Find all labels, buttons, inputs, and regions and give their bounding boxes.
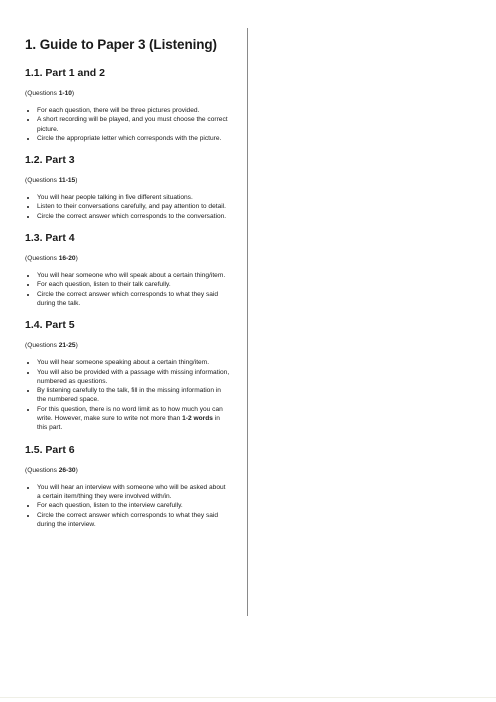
list-item: • Circle the correct answer which corresponds to the conversation.	[37, 212, 230, 221]
questions-reference: (Questions 21-25)	[25, 342, 78, 350]
section-part-6	[25, 443, 230, 529]
list-item: • For each question, listen to the interview carefully.	[37, 501, 230, 510]
section-heading: 1.3. Part 4	[25, 232, 75, 245]
list-item: • You will also be provided with a passage with missing information, numbered as questions.	[37, 368, 230, 387]
section-heading: 1.1. Part 1 and 2	[25, 67, 105, 79]
questions-reference: (Questions 16-20)	[25, 255, 78, 263]
section-part-5	[25, 318, 230, 432]
instruction-list	[25, 271, 230, 308]
list-item: • For each question, there will be three pictures provided.	[37, 106, 230, 115]
list-item: • You will hear someone who will speak about a certain thing/item.	[37, 271, 230, 280]
page-footer-line	[0, 697, 496, 698]
list-item: • Circle the appropriate letter which corresponds with the picture.	[37, 134, 230, 143]
list-item: • A short recording will be played, and you must choose the correct picture.	[37, 115, 230, 134]
list-item: • Listen to their conversations carefully, and pay attention to detail.	[37, 202, 230, 211]
list-item: • Circle the correct answer which corresponds to what they said during the talk.	[37, 290, 230, 309]
section-part-1-2	[25, 66, 230, 143]
instruction-list	[25, 193, 230, 221]
section-heading: 1.5. Part 6	[25, 443, 75, 456]
section-heading: 1.4. Part 5	[25, 319, 75, 332]
page-title: 1. Guide to Paper 3 (Listening)	[25, 37, 217, 52]
section-heading: 1.2. Part 3	[25, 154, 75, 167]
column-divider	[247, 28, 248, 616]
questions-reference: (Questions 26-30)	[25, 466, 78, 474]
instruction-list	[25, 358, 230, 432]
list-item: • Circle the correct answer which corresponds to what they said during the interview.	[37, 511, 230, 530]
section-part-3	[25, 153, 230, 221]
questions-reference: (Questions 1-10)	[25, 90, 75, 97]
section-part-4	[25, 231, 230, 308]
list-item: • By listening carefully to the talk, fill in the missing information in the numbered space.	[37, 386, 230, 405]
list-item: • For this question, there is no word limit as to how much you can write. However, make sure to write not more than 1-2 words in this part.	[37, 405, 230, 433]
questions-reference: (Questions 11-15)	[25, 177, 78, 185]
left-column	[25, 36, 230, 539]
list-item: • You will hear people talking in five different situations.	[37, 193, 230, 202]
instruction-list	[25, 483, 230, 529]
list-item: • You will hear someone speaking about a certain thing/item.	[37, 358, 230, 367]
list-item: • For each question, listen to their talk carefully.	[37, 280, 230, 289]
instruction-list	[25, 106, 230, 143]
list-item: • You will hear an interview with someone who will be asked about a certain item/thing they were involved with/in.	[37, 483, 230, 502]
